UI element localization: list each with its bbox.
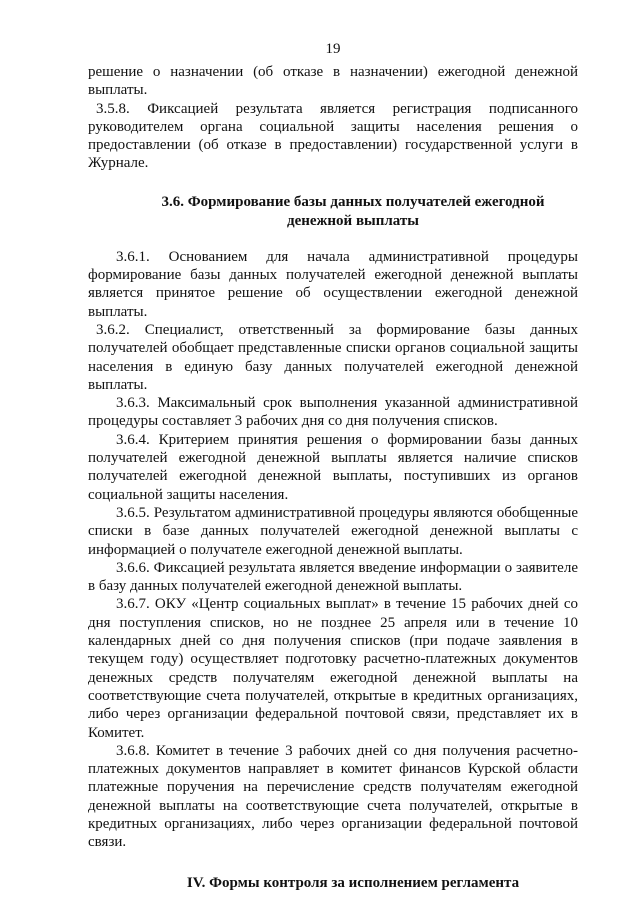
page-number: 19 — [325, 41, 341, 57]
paragraph-3-6-3: 3.6.3. Максимальный срок выполнения указанной административной процедуры составляет 3 рабочих дня со дня получения списков. — [88, 395, 578, 430]
paragraph-continuation: решение о назначении (об отказе в назначении) ежегодной денежной выплаты. — [88, 64, 578, 99]
paragraph-3-6-6: 3.6.6. Фиксацией результата является введение информации о заявителе в базу данных получателей ежегодной денежной выплаты. — [88, 559, 578, 595]
paragraph-3-6-4: 3.6.4. Критерием принятия решения о формировании базы данных получателей ежегодной денежной выплаты является наличие списков получателей ежегодной денежной выплаты, поступивших из органов социальной защиты населения. — [88, 431, 578, 503]
paragraph-3-6-7: 3.6.7. ОКУ «Центр социальных выплат» в течение 15 рабочих дней со дня поступления списков, но не позднее 25 апреля или в течение 10 календарных дней со дня получения списков (при подаче заявления в текущем году) осуществляет подготовку расчетно-платежных документов денежных средств получателям ежегодной денежной выплаты на соответствующие счета получателей, открытые в кредитных организациях, либо через организации федеральной почтовой связи, представляет их в Комитет. — [88, 596, 578, 741]
paragraph-3-6-2: 3.6.2. Специалист, ответственный за формирование базы данных получателей обобщает представленные списки органов социальной защиты населения в единую базу данных получателей ежегодной денежной выплаты. — [88, 321, 578, 393]
section-heading-3-6: 3.6. Формирование базы данных получателей ежегодной денежной выплаты — [161, 193, 545, 229]
section-heading-iv: IV. Формы контроля за исполнением регламента — [186, 874, 520, 891]
paragraph-3-5-8: 3.5.8. Фиксацией результата является регистрация подписанного руководителем органа социальной защиты населения решения о предоставлении (об отказе в предоставлении) государственной услуги в Журнале. — [88, 100, 578, 172]
paragraph-3-6-5: 3.6.5. Результатом административной процедуры являются обобщенные списки в базе данных получателей ежегодной денежной выплаты с информацией о получателе ежегодной денежной выплаты. — [88, 504, 578, 558]
paragraph-3-6-8: 3.6.8. Комитет в течение 3 рабочих дней со дня получения расчетно-платежных документов направляет в комитет финансов Курской области платежные поручения на перечисление средств получателям ежегодной денежной выплаты на соответствующие счета получателей, открытые в кредитных организациях, либо через организации федеральной почтовой связи. — [88, 742, 578, 851]
paragraph-3-6-1: 3.6.1. Основанием для начала административной процедуры формирование базы данных получателей ежегодной денежной выплаты является принятое решение об осуществлении ежегодной денежной выплаты. — [88, 248, 578, 320]
